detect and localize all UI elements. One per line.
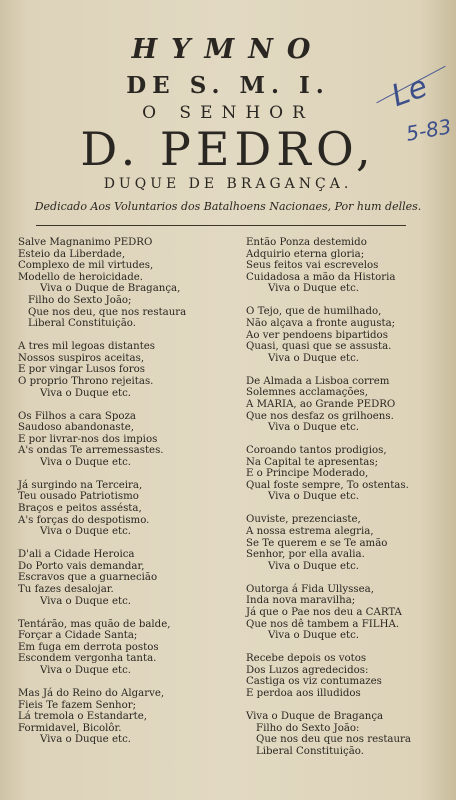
poem-line: E o Principe Moderado,	[246, 468, 369, 480]
poem-line: Tu fazes desalojar.	[18, 584, 114, 595]
poem-line: Complexo de mil virtudes,	[18, 260, 154, 272]
poem-line: Liberal Constituição.	[256, 745, 364, 757]
poem-line: Que nos dê tambem a FILHA.	[246, 618, 400, 630]
poem-line: Modello de heroicidade.	[18, 271, 143, 283]
poem-stanza	[246, 514, 446, 572]
poem-line: Mas Já do Reino do Algarve,	[18, 687, 165, 699]
handwritten-catalog-number: 5-83	[404, 114, 454, 146]
poem-line: Salve Magnanimo PEDRO	[18, 237, 153, 248]
poem-line: Viva o Duque etc.	[268, 491, 360, 503]
poem-line: Coroando tantos prodigios,	[246, 445, 387, 457]
poem-line: De Almada a Lisboa correm	[246, 375, 390, 387]
poem-line: Quasi, quasi que se assusta.	[246, 341, 392, 353]
title-de-smi: DE S. M. I.	[126, 72, 330, 99]
poem-line: Senhor, por ella avalia.	[246, 549, 365, 561]
poem-line: Escravos que a guarnecião	[18, 572, 158, 584]
dedication: Dedicado Aos Voluntarios dos Batalhoens Nacionaes, Por hum delles.	[34, 200, 422, 213]
poem-stanza	[18, 411, 233, 469]
poem-line: Inda nova maravilha;	[246, 595, 356, 607]
poem-right-column	[246, 237, 446, 769]
poem-stanza	[18, 688, 233, 746]
poem-line: Braços e peitos assésta,	[18, 503, 142, 515]
poem-line: Liberal Constituição.	[28, 318, 136, 330]
poem-line: Qual foste sempre, To ostentas.	[246, 479, 409, 491]
poem-line: Que nos deu que nos restaura	[256, 734, 412, 746]
title-rule	[36, 225, 406, 226]
poem-line: E por vingar Lusos foros	[18, 364, 146, 376]
poem-stanza	[246, 711, 446, 757]
poem-line: Que nos desfaz os grilhoens.	[246, 410, 394, 422]
poem-line: O Tejo, que de humilhado,	[246, 306, 382, 318]
poem-line: Viva o Duque etc.	[40, 387, 132, 399]
poem-line: Viva o Duque de Bragança,	[40, 283, 181, 295]
poem-stanza	[18, 237, 233, 330]
poem-stanza	[18, 480, 233, 538]
poem-line: Castiga os viz contumazes	[246, 676, 382, 688]
poem-line: A tres mil legoas distantes	[18, 341, 156, 353]
poem-line: O proprio Throno rejeitas.	[18, 375, 154, 387]
poem-left-column	[18, 237, 233, 757]
poem-line: A's ondas Te arremessastes.	[18, 445, 164, 457]
title-o-senhor: O SENHOR	[142, 103, 314, 123]
poem-line: Saudoso abandonaste,	[18, 422, 134, 434]
poem-line: Não alçava a fronte augusta;	[246, 317, 396, 329]
poem-stanza	[246, 237, 446, 295]
poem-line: Se Te querem e se Te amão	[246, 537, 388, 549]
poem-line: D'ali a Cidade Heroica	[18, 549, 135, 561]
poem-stanza	[18, 619, 233, 677]
poem-stanza	[246, 445, 446, 503]
poem-stanza	[18, 341, 233, 399]
poem-line: Tentárão, mas quão de balde,	[18, 618, 171, 630]
poem-line: Já que o Pae nos deu a CARTA	[246, 606, 402, 618]
poem-line: Viva o Duque etc.	[268, 630, 360, 642]
poem-line: Cuidadosa a mão da Historia	[246, 271, 396, 283]
handwritten-note: Le	[387, 69, 433, 114]
poem-line: Filho do Sexto João:	[256, 722, 360, 734]
poem-line: Lá tremola o Estandarte,	[18, 711, 148, 723]
poem-line: Viva o Duque etc.	[268, 560, 360, 572]
poem-line: Escondem vergonha tanta.	[18, 653, 157, 665]
poem-line: Viva o Duque etc.	[268, 352, 360, 364]
poem-line: Fieis Te fazem Senhor;	[18, 699, 137, 711]
poem-line: Outorga á Fida Ullyssea,	[246, 583, 374, 595]
title-hymno: HYMNO	[131, 34, 325, 65]
poem-line: Do Porto vais demandar,	[18, 560, 145, 572]
poem-line: A nossa estrema alegria,	[246, 526, 374, 538]
poem-stanza	[246, 376, 446, 434]
poem-line: Viva o Duque etc.	[40, 664, 132, 676]
poem-stanza	[246, 653, 446, 699]
poem-line: Que nos deu, que nos restaura	[28, 306, 187, 318]
poem-line: Teu ousado Patriotismo	[18, 491, 139, 503]
poem-line: Ouviste, prezenciaste,	[246, 514, 361, 526]
title-duque: DUQUE DE BRAGANÇA.	[103, 176, 353, 192]
poem-line: Já surgindo na Terceira,	[18, 479, 143, 491]
poem-line: Viva o Duque de Bragança	[246, 710, 384, 722]
poem-line: Forçar a Cidade Santa;	[18, 630, 138, 642]
poem-line: Solemnes acclamações,	[246, 387, 369, 399]
poem-line: Então Ponza destemido	[246, 237, 367, 248]
poem-line: Os Filhos a cara Spoza	[18, 410, 136, 422]
poem-line: Em fuga em derrota postos	[18, 641, 159, 653]
poem-line: Viva o Duque etc.	[40, 595, 132, 607]
poem-line: A MARIA, ao Grande PEDRO	[246, 398, 396, 410]
poem-line: Viva o Duque etc.	[40, 456, 132, 468]
poem-line: Viva o Duque etc.	[268, 422, 360, 434]
poem-stanza	[246, 584, 446, 642]
poem-line: Viva o Duque etc.	[40, 734, 132, 746]
poem-line: Recebe depois os votos	[246, 653, 367, 665]
poem-line: Viva o Duque etc.	[40, 526, 132, 538]
poem-line: Nossos suspiros aceitas,	[18, 352, 145, 364]
poem-line: Seus feitos vai escrevelos	[246, 260, 379, 272]
poem-line: Esteio da Liberdade,	[18, 248, 126, 260]
title-d-pedro: D. PEDRO,	[80, 122, 376, 176]
poem-line: E perdoa aos illudidos	[246, 687, 361, 699]
poem-line: Adquirio eterna gloria;	[246, 248, 365, 260]
poem-line: Formidavel, Bicolôr.	[18, 722, 122, 734]
poem-line: A's forças do despotismo.	[18, 514, 150, 526]
poem-stanza	[18, 549, 233, 607]
poem-line: Ao ver pendoens bipartidos	[246, 329, 388, 341]
poem-line: Na Capital te apresentas;	[246, 456, 379, 468]
poem-line: Filho do Sexto João;	[28, 294, 132, 306]
poem-stanza	[246, 306, 446, 364]
poem-line: E por livrar-nos dos impios	[18, 433, 158, 445]
poem-line: Dos Luzos agredecidos:	[246, 664, 369, 676]
poem-line: Viva o Duque etc.	[268, 283, 360, 295]
